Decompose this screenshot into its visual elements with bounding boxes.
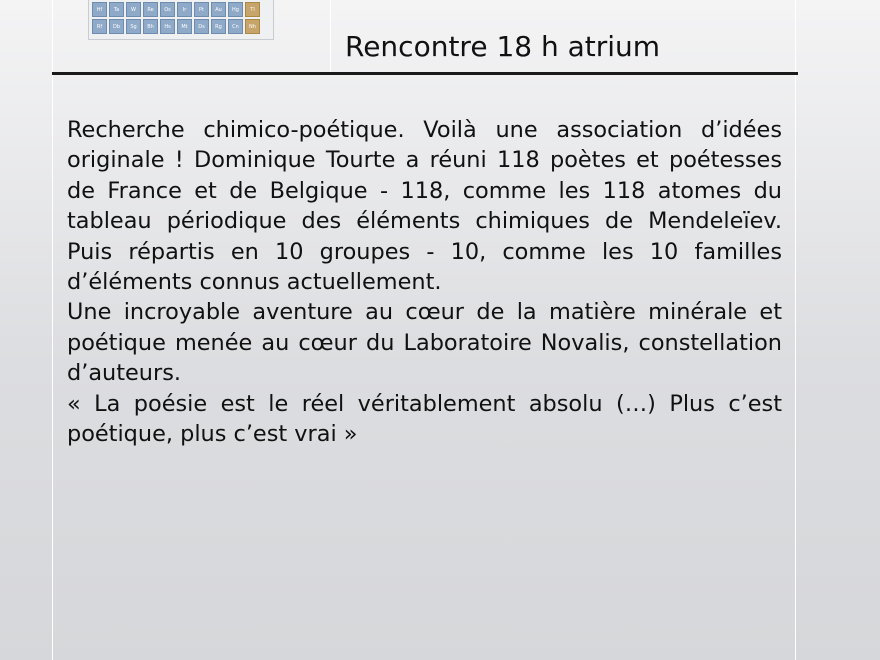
slide-body [67, 115, 782, 449]
element-cell: Nh [245, 19, 260, 34]
element-cell: Sg [126, 19, 141, 34]
periodic-table-row [92, 19, 270, 34]
slide-title: Rencontre 18 h atrium [345, 30, 661, 63]
header-divider [330, 0, 331, 72]
body-paragraph: Une incroyable aventure au cœur de la matière minérale et poétique menée au cœur du Laboratoire Novalis, constellation d’auteurs. [67, 299, 782, 387]
element-cell: Tl [245, 2, 260, 17]
element-cell: Rf [92, 19, 107, 34]
element-cell: Hs [160, 19, 175, 34]
element-cell: Au [211, 2, 226, 17]
element-cell: Cn [228, 19, 243, 34]
element-cell: Hg [228, 2, 243, 17]
element-cell: Mt [177, 19, 192, 34]
body-paragraph: Recherche chimico-poétique. Voilà une association d’idées originale ! Dominique Tourte a réuni 118 poètes et poétesses de France et de Belgique - 118, comme les 118 atomes du tableau périodique des éléments chimiques de Mendeleïev. Puis répartis en 10 groupes - 10, comme les 10 familles d’éléments connus actuellement. [67, 117, 782, 296]
element-cell: Hf [92, 2, 107, 17]
element-cell: Rg [211, 19, 226, 34]
element-cell: Os [160, 2, 175, 17]
element-cell: Bh [143, 19, 158, 34]
title-rule [52, 72, 798, 75]
element-cell: Db [109, 19, 124, 34]
element-cell: W [126, 2, 141, 17]
element-cell: Re [143, 2, 158, 17]
periodic-table-thumbnail [88, 0, 274, 40]
element-cell: Ir [177, 2, 192, 17]
quote-paragraph: « La poésie est le réel véritablement absolu (…) Plus c’est poétique, plus c’est vrai » [67, 390, 782, 448]
element-cell: Pt [194, 2, 209, 17]
periodic-table-row [92, 2, 270, 17]
element-cell: Ta [109, 2, 124, 17]
element-cell: Ds [194, 19, 209, 34]
